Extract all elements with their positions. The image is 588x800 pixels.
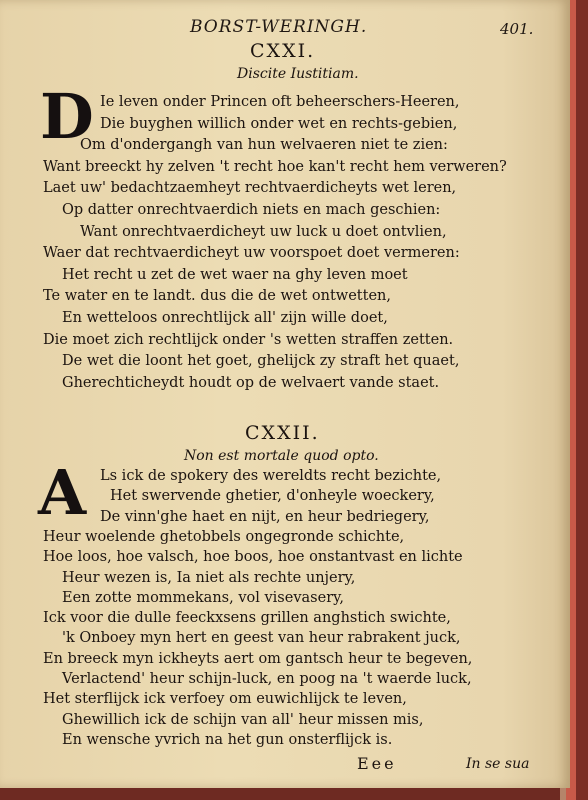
verse-line: Waer dat rechtvaerdicheyt uw voorspoet doet vermeren:: [43, 245, 460, 262]
verse-line: Verlactend' heur schijn-luck, en poog na 't waerde luck,: [62, 671, 472, 687]
page-number: 401.: [500, 20, 534, 38]
verse-line: Een zotte mommekans, vol visevasery,: [62, 589, 344, 606]
verse-line: Laet uw' bedachtzaemheyt rechtvaerdicheyts wet leren,: [43, 180, 457, 197]
verse-line: Die moet zich rechtlijck onder 's wetten straffen zetten.: [43, 331, 454, 348]
signature-mark: Eee: [357, 754, 397, 774]
poem-number-cxxi: CXXI.: [250, 40, 316, 62]
verse-line: Gherechticheydt houdt op de welvaert vande staet.: [62, 374, 440, 391]
verse-line: Want onrechtvaerdicheyt uw luck u doet ontvlien,: [80, 223, 447, 240]
verse-line: De vinn'ghe haet en nijt, en heur bedriegery,: [100, 508, 430, 525]
verse-line: Het swervende ghetier, d'onheyle woeckery,: [110, 488, 435, 505]
verse-line: En wensche yvrich na het gun onsterflijck is.: [62, 731, 393, 748]
verse-line: Te water en te landt. dus die de wet ontwetten,: [43, 288, 391, 305]
poem-number-cxxii: CXXII.: [245, 422, 320, 444]
verse-line: Want breeckt hy zelven 't recht hoe kan't recht hem verweren?: [43, 158, 507, 175]
verse-line: En wetteloos onrechtlijck all' zijn wille doet,: [62, 310, 388, 326]
verse-line: 'k Onboey myn hert en geest van heur rabrakent juck,: [62, 630, 461, 647]
verse-line: Op datter onrechtvaerdich niets en mach geschien:: [62, 202, 441, 218]
poem-motto-cxxi: Discite Iustitiam.: [237, 66, 359, 82]
verse-line: En breeck myn ickheyts aert om gantsch heur te begeven,: [43, 650, 473, 667]
poem-motto-cxxii: Non est mortale quod opto.: [184, 448, 379, 464]
drop-cap-d: D: [40, 80, 94, 153]
verse-line: Heur wezen is, Ia niet als rechte unjery,: [62, 569, 356, 586]
verse-line: Heur woelende ghetobbels ongegronde schichte,: [43, 528, 405, 545]
drop-cap-a: A: [38, 456, 87, 529]
book-cover-shadow: [576, 0, 588, 800]
verse-line: Om d'ondergangh van hun welvaeren niet te zien:: [80, 137, 448, 154]
verse-line: Hoe loos, hoe valsch, hoe boos, hoe onstantvast en lichte: [43, 549, 463, 566]
running-head: BORST-WERINGH.: [190, 17, 368, 37]
verse-line: Die buyghen willich onder wet en rechts-gebien,: [100, 115, 458, 132]
verse-line: Ghewillich ick de schijn van all' heur missen mis,: [62, 711, 424, 728]
verse-line: Het recht u zet de wet waer na ghy leven moet: [62, 266, 408, 283]
catchword: In se sua: [466, 756, 530, 773]
verse-line: Ie leven onder Princen oft beheerschers-Heeren,: [100, 94, 460, 110]
verse-line: De wet die loont het goet, ghelijck zy straft het quaet,: [62, 353, 460, 370]
verse-line: Ls ick de spokery des wereldts recht bezichte,: [100, 468, 442, 484]
verse-line: Ick voor die dulle feeckxsens grillen anghstich swichte,: [43, 610, 451, 627]
verse-line: Het sterflijck ick verfoey om euwichlijck te leven,: [43, 691, 407, 708]
